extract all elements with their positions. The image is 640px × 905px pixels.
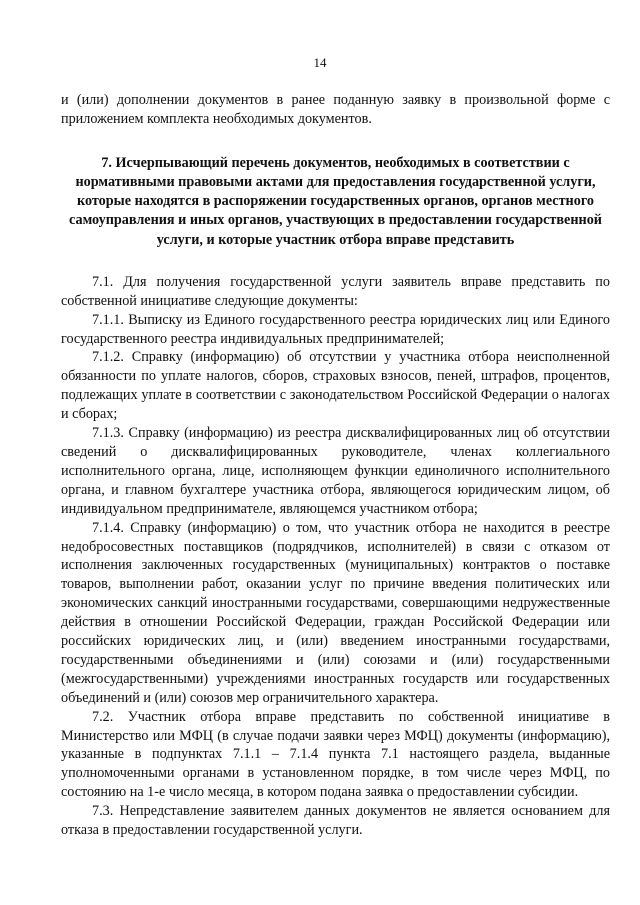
page-number: 14 [313, 55, 327, 70]
section-heading: 7. Исчерпывающий перечень документов, необходимых в соответствии с нормативными правовыми актами для предоставления государственной услуги, которые находятся в распоряжении государственных органов, органов местного самоуправления и иных органов, участвующих в предоставлении государственной услуги, и которые участник отбора вправе представить [69, 154, 602, 248]
paragraph-7-1-4: 7.1.4. Справку (информацию) о том, что участник отбора не находится в реестре недобросовестных поставщиков (подрядчиков, исполнителей) в связи с отказом от исполнения заключенных государственных (муниципальных) контрактов о поставке товаров, выполнении работ, оказании услуг по причине введения политических или экономических санкций иностранными государствами, совершающими недружественные действия в отношении Российской Федерации, граждан Российской Федерации или российских юридических лиц, и (или) введением иностранными государствами, государственными объединениями и (или) союзами и (или) государственными (межгосударственными) учреждениями иностранных государств или государственных объединений и (или) союзов мер ограничительного характера. [61, 519, 610, 706]
paragraph-7-1: 7.1. Для получения государственной услуги заявитель вправе представить по собственной инициативе следующие документы: [61, 273, 610, 309]
document-body [61, 91, 610, 840]
paragraph-7-3: 7.3. Непредставление заявителем данных документов не является основанием для отказа в предоставлении государственной услуги. [61, 803, 610, 839]
paragraph-7-1-1: 7.1.1. Выписку из Единого государственного реестра юридических лиц или Единого государственного реестра индивидуальных предпринимателей; [61, 311, 610, 347]
paragraph-7-1-2: 7.1.2. Справку (информацию) об отсутствии у участника отбора неисполненной обязанности по уплате налогов, сборов, страховых взносов, пеней, штрафов, процентов, подлежащих уплате в соответствии с законодательством Российской Федерации о налогах и сборах; [61, 349, 610, 423]
paragraph-7-1-3: 7.1.3. Справку (информацию) из реестра дисквалифицированных лиц об отсутствии сведений о дисквалифицированных руководителе, членах коллегиального исполнительного органа, лице, исполняющем функции единоличного исполнительного органа, и главном бухгалтере участника отбора, являющегося юридическим лицом, об индивидуальном предпринимателе, являющемся участником отбора; [61, 425, 610, 517]
paragraph-7-2: 7.2. Участник отбора вправе представить по собственной инициативе в Министерство или МФЦ (в случае подачи заявки через МФЦ) документы (информацию), указанные в подпунктах 7.1.1 – 7.1.4 пункта 7.1 настоящего раздела, выданные уполномоченными органами в установленном порядке, в том числе через МФЦ, по состоянию на 1-е число месяца, в котором подана заявка о предоставлении субсидии. [61, 708, 610, 801]
intro-paragraph: и (или) дополнении документов в ранее поданную заявку в произвольной форме с приложением комплекта необходимых документов. [61, 92, 610, 127]
